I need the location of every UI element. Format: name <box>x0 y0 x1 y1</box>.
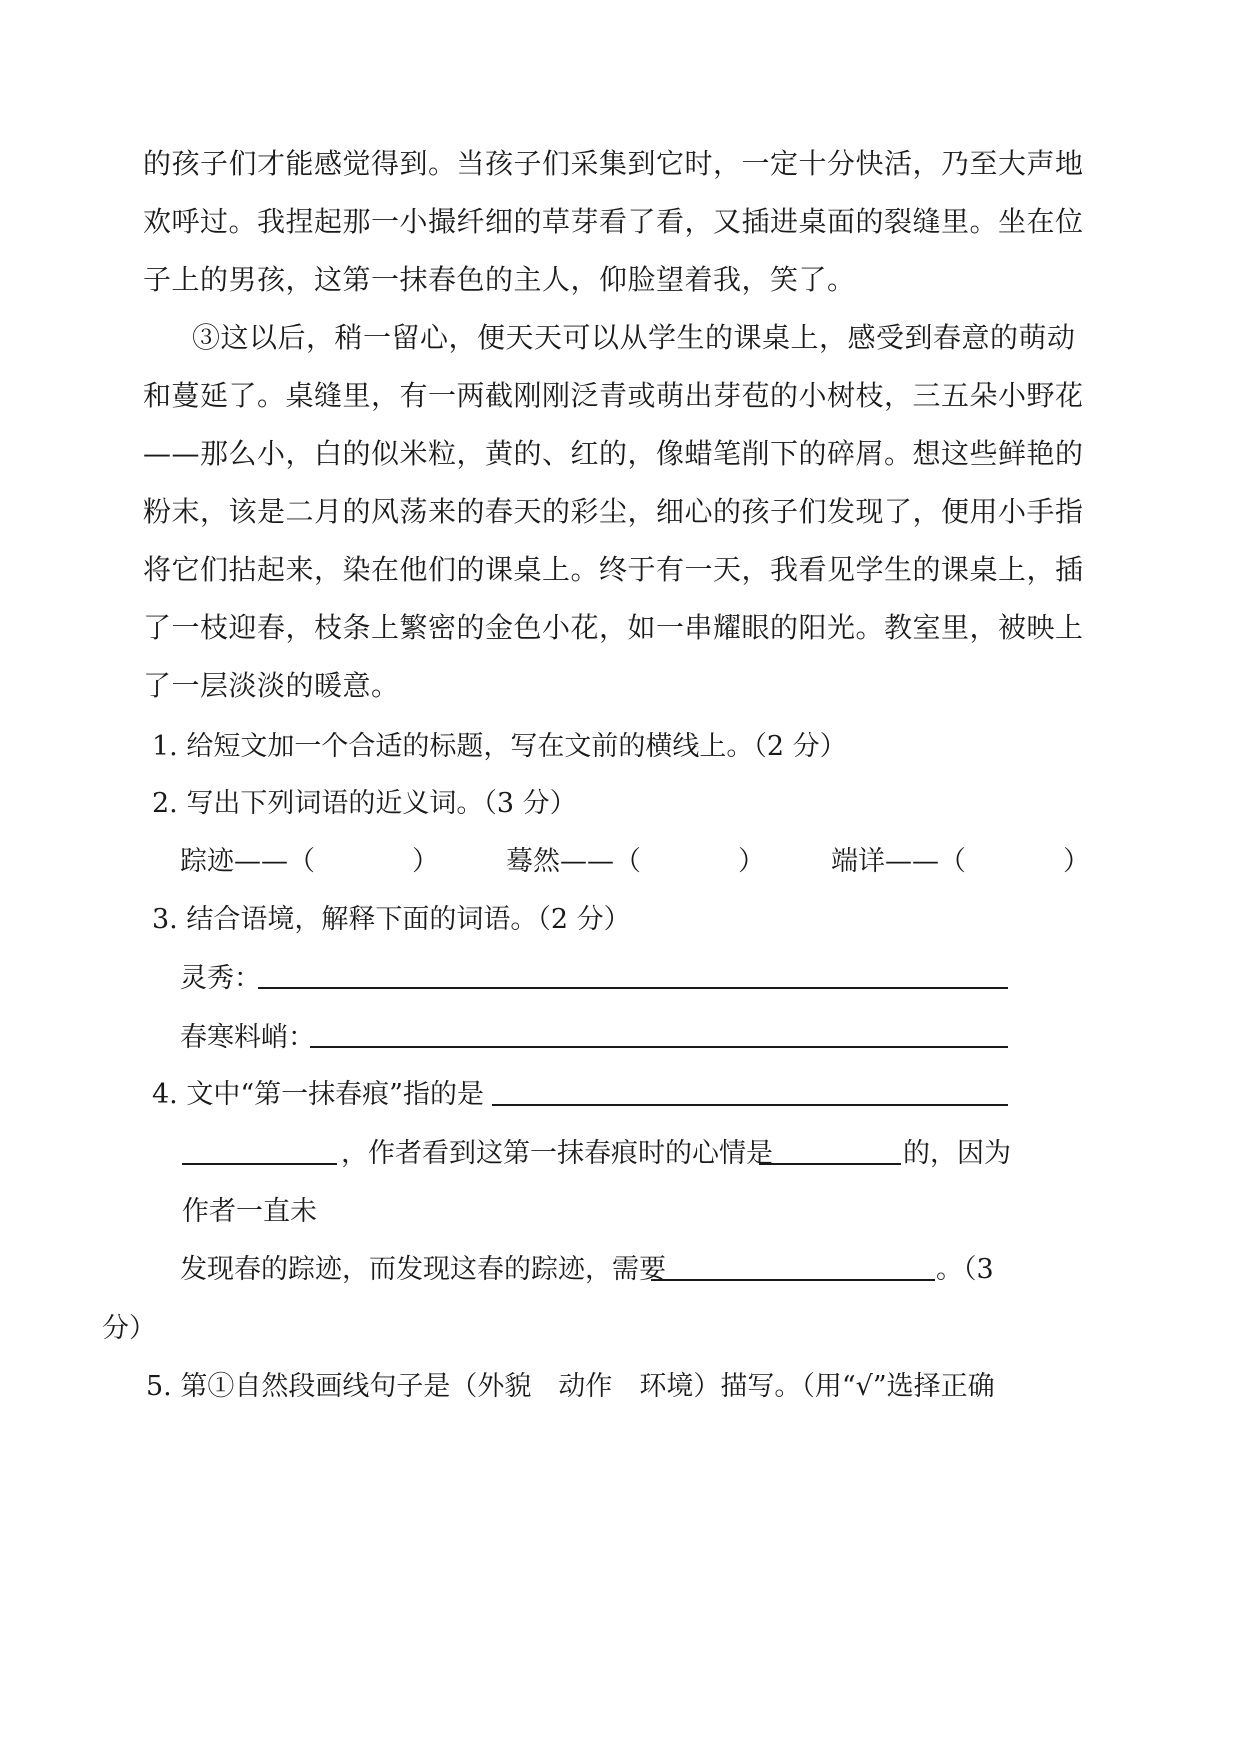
synonym-item-close: ） <box>1063 846 1090 877</box>
question-2: 2. 写出下列词语的近义词。（3 分） <box>152 788 577 819</box>
question-1: 1. 给短文加一个合适的标题，写在文前的横线上。（2 分） <box>152 731 847 762</box>
passage-line: ③这以后，稍一留心，便天天可以从学生的课桌上，感受到春意的萌动 <box>192 321 1076 354</box>
passage-line: 了一层淡淡的暖意。 <box>143 669 400 702</box>
question-4-text: 作者一直未 <box>182 1196 317 1227</box>
passage-line: 子上的男孩，这第一抹春色的主人，仰脸望着我，笑了。 <box>143 263 856 296</box>
passage-line: 的孩子们才能感觉得到。当孩子们采集到它时，一定十分快活，乃至大声地 <box>143 147 1084 180</box>
term-label: 灵秀： <box>180 963 261 994</box>
answer-line[interactable] <box>258 987 1008 989</box>
question-4-text: 分） <box>102 1313 156 1344</box>
passage-line: 了一枝迎春，枝条上繁密的金色小花，如一串耀眼的阳光。教室里，被映上 <box>143 611 1084 644</box>
synonym-item-word: 蓦然——（ <box>506 846 641 877</box>
question-4-text: ，作者看到这第一抹春痕时的心情是 <box>341 1138 773 1169</box>
answer-line[interactable] <box>492 1104 1008 1106</box>
question-4-text: 的，因为 <box>903 1138 1011 1169</box>
answer-line[interactable] <box>651 1279 935 1281</box>
synonym-item-close: ） <box>738 846 765 877</box>
passage-line: 和蔓延了。桌缝里，有一两截刚刚泛青或萌出芽苞的小树枝，三五朵小野花 <box>143 379 1084 412</box>
term-label: 春寒料峭： <box>180 1022 315 1053</box>
question-4-text: 。（3 <box>936 1254 994 1285</box>
question-4-text: 发现春的踪迹，而发现这春的踪迹，需要 <box>180 1254 666 1285</box>
synonym-item-close: ） <box>412 846 439 877</box>
passage-line: 欢呼过。我捏起那一小撮纤细的草芽看了看，又插进桌面的裂缝里。坐在位 <box>143 205 1084 238</box>
passage-line: ——那么小，白的似米粒，黄的、红的，像蜡笔削下的碎屑。想这些鲜艳的 <box>143 437 1084 470</box>
question-4: 4. 文中“第一抹春痕”指的是 <box>152 1079 484 1110</box>
passage-line: 粉末，该是二月的风荡来的春天的彩尘，细心的孩子们发现了，便用小手指 <box>143 495 1084 528</box>
question-5: 5. 第①自然段画线句子是（外貌 动作 环境）描写。（用“√”选择正确 <box>146 1371 995 1402</box>
synonym-item-word: 端详——（ <box>831 846 966 877</box>
passage-line: 将它们拈起来，染在他们的课桌上。终于有一天，我看见学生的课桌上，插 <box>143 553 1084 586</box>
answer-line[interactable] <box>310 1046 1008 1048</box>
synonym-item-word: 踪迹——（ <box>180 846 315 877</box>
answer-line[interactable] <box>182 1163 337 1165</box>
answer-line[interactable] <box>759 1163 901 1165</box>
question-3: 3. 结合语境，解释下面的词语。（2 分） <box>152 904 631 935</box>
